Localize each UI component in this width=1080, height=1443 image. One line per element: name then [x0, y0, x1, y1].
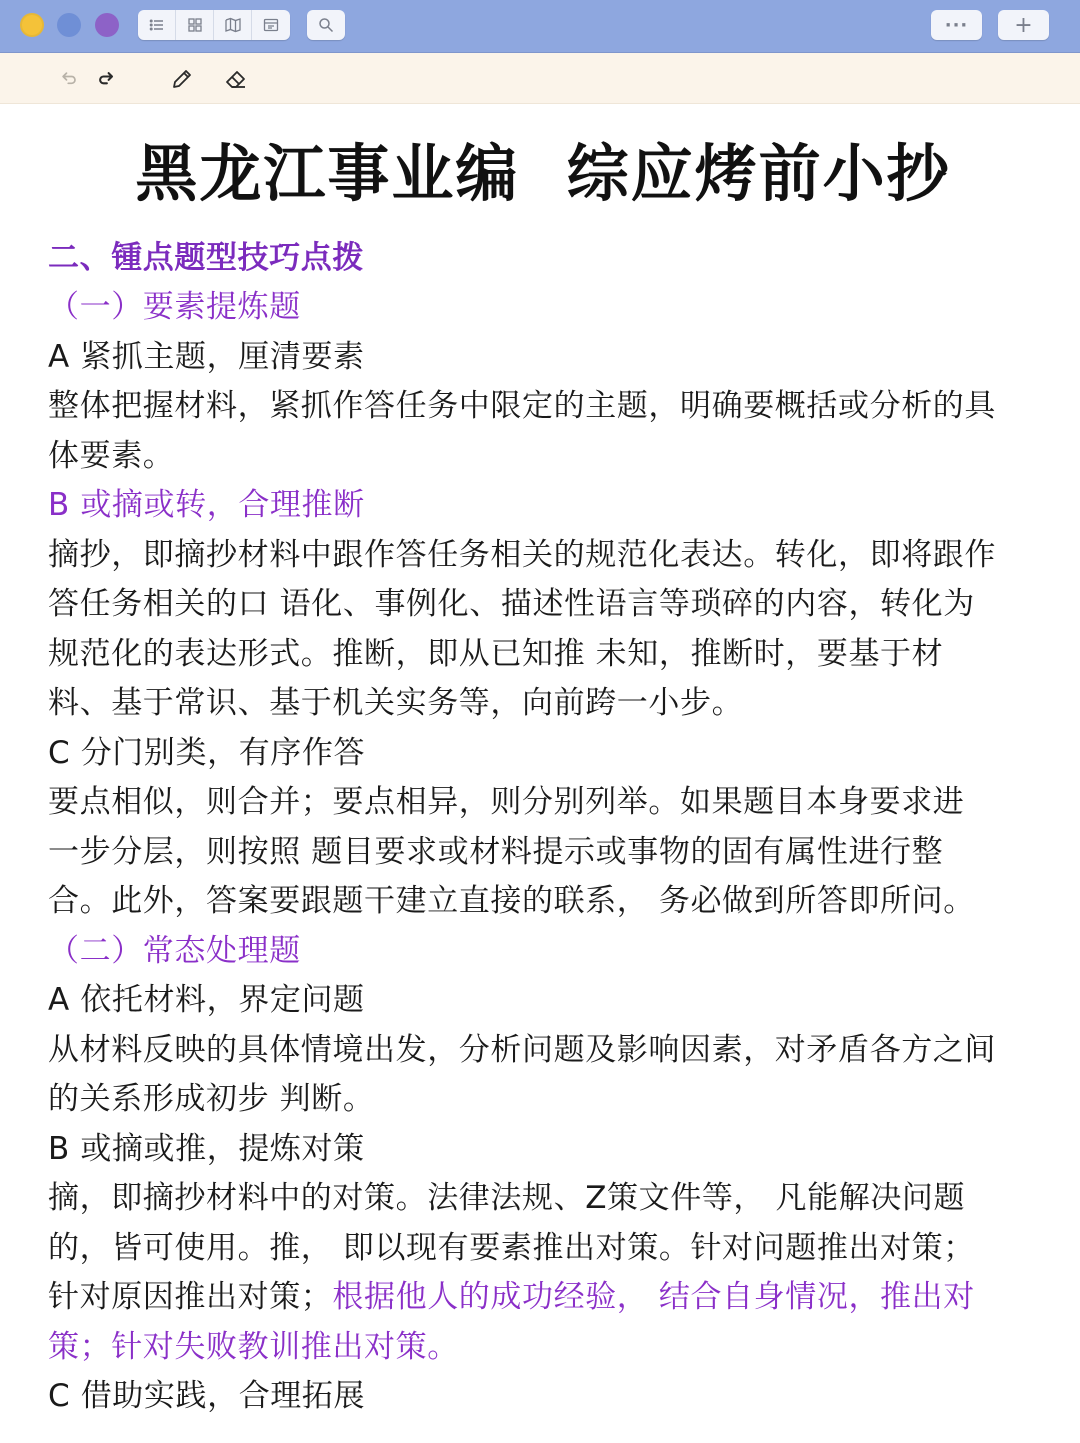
section-heading: 二、锺点题型技巧点拨 [48, 240, 364, 276]
body-text: 从材料反映的具体情境出发，分析问题及影响因素，对矛盾各方之间 [48, 1032, 996, 1068]
window-zoom-dot[interactable] [95, 13, 119, 37]
body-text: 整体把握材料，紧抓作答任务中限定的主题，明确要概括或分析的具 [48, 388, 996, 424]
layout-icon [263, 17, 279, 33]
add-icon: + [1014, 12, 1033, 38]
body-text-mixed [48, 1277, 1038, 1317]
pencil-button[interactable] [168, 65, 196, 93]
point-heading: A 依托材料，界定问题 [48, 982, 365, 1018]
point-heading: C 借助实践，合理拓展 [48, 1378, 366, 1414]
list-view-button[interactable] [138, 10, 176, 40]
highlighted-text: 根据他人的成功经验， 结合自身情况，推出对 [332, 1279, 975, 1315]
window-titlebar [0, 0, 1080, 53]
window-close-dot[interactable] [20, 13, 44, 37]
body-text: 体要素。 [48, 438, 175, 474]
add-button[interactable] [998, 10, 1049, 40]
redo-button[interactable] [92, 65, 120, 93]
eraser-button[interactable] [222, 65, 250, 93]
view-switcher [138, 10, 290, 40]
map-icon [225, 17, 241, 33]
body-text: 料、基于常识、基于机关实务等，向前跨一小步。 [48, 685, 744, 721]
grid-view-button[interactable] [176, 10, 214, 40]
undo-icon [58, 68, 80, 90]
search-icon [318, 17, 334, 33]
layout-view-button[interactable] [252, 10, 290, 40]
point-heading: B 或摘或推，提炼对策 [48, 1131, 365, 1167]
point-heading: B 或摘或转，合理推断 [48, 487, 365, 523]
page-title: 黑龙江事业编 综应烤前小抄 [135, 137, 951, 210]
body-text: 答任务相关的口 语化、事例化、描述性语言等琐碎的内容，转化为 [48, 586, 975, 622]
more-button[interactable] [931, 10, 982, 40]
map-view-button[interactable] [214, 10, 252, 40]
pencil-icon [170, 67, 194, 91]
body-text: 合。此外，答案要跟题干建立直接的联系， 务必做到所答即所问。 [48, 883, 975, 919]
subsection-heading: （一）要素提炼题 [48, 289, 301, 325]
subsection-heading: （二）常态处理题 [48, 933, 301, 969]
body-text: 摘，即摘抄材料中的对策。法律法规、Z策文件等， 凡能解决问题 [48, 1180, 966, 1216]
body-text: 的关系形成初步 判断。 [48, 1081, 375, 1117]
body-text: 摘抄，即摘抄材料中跟作答任务相关的规范化表达。转化，即将跟作 [48, 537, 996, 573]
body-text: 针对原因推出对策； [48, 1279, 333, 1315]
search-button[interactable] [307, 10, 345, 40]
point-heading: C 分门别类，有序作答 [48, 735, 366, 771]
highlighted-text: 策；针对失败教训推出对策。 [48, 1329, 459, 1365]
body-text: 一步分层，则按照 题目要求或材料提示或事物的固有属性进行整 [48, 834, 944, 870]
more-icon: ··· [944, 14, 969, 36]
body-text: 规范化的表达形式。推断，即从已知推 未知，推断时，要基于材 [48, 636, 944, 672]
grid-icon [187, 17, 203, 33]
undo-button[interactable] [55, 65, 83, 93]
window-minimize-dot[interactable] [57, 13, 81, 37]
redo-icon [95, 68, 117, 90]
body-text: 的，皆可使用。推， 即以现有要素推出对策。针对问题推出对策； [48, 1230, 975, 1266]
point-heading: A 紧抓主题，厘清要素 [48, 339, 365, 375]
body-text: 要点相似，则合并；要点相异，则分别列举。如果题目本身要求进 [48, 784, 965, 820]
edit-toolbar [0, 53, 1080, 104]
list-icon [149, 17, 165, 33]
eraser-icon [224, 67, 248, 91]
